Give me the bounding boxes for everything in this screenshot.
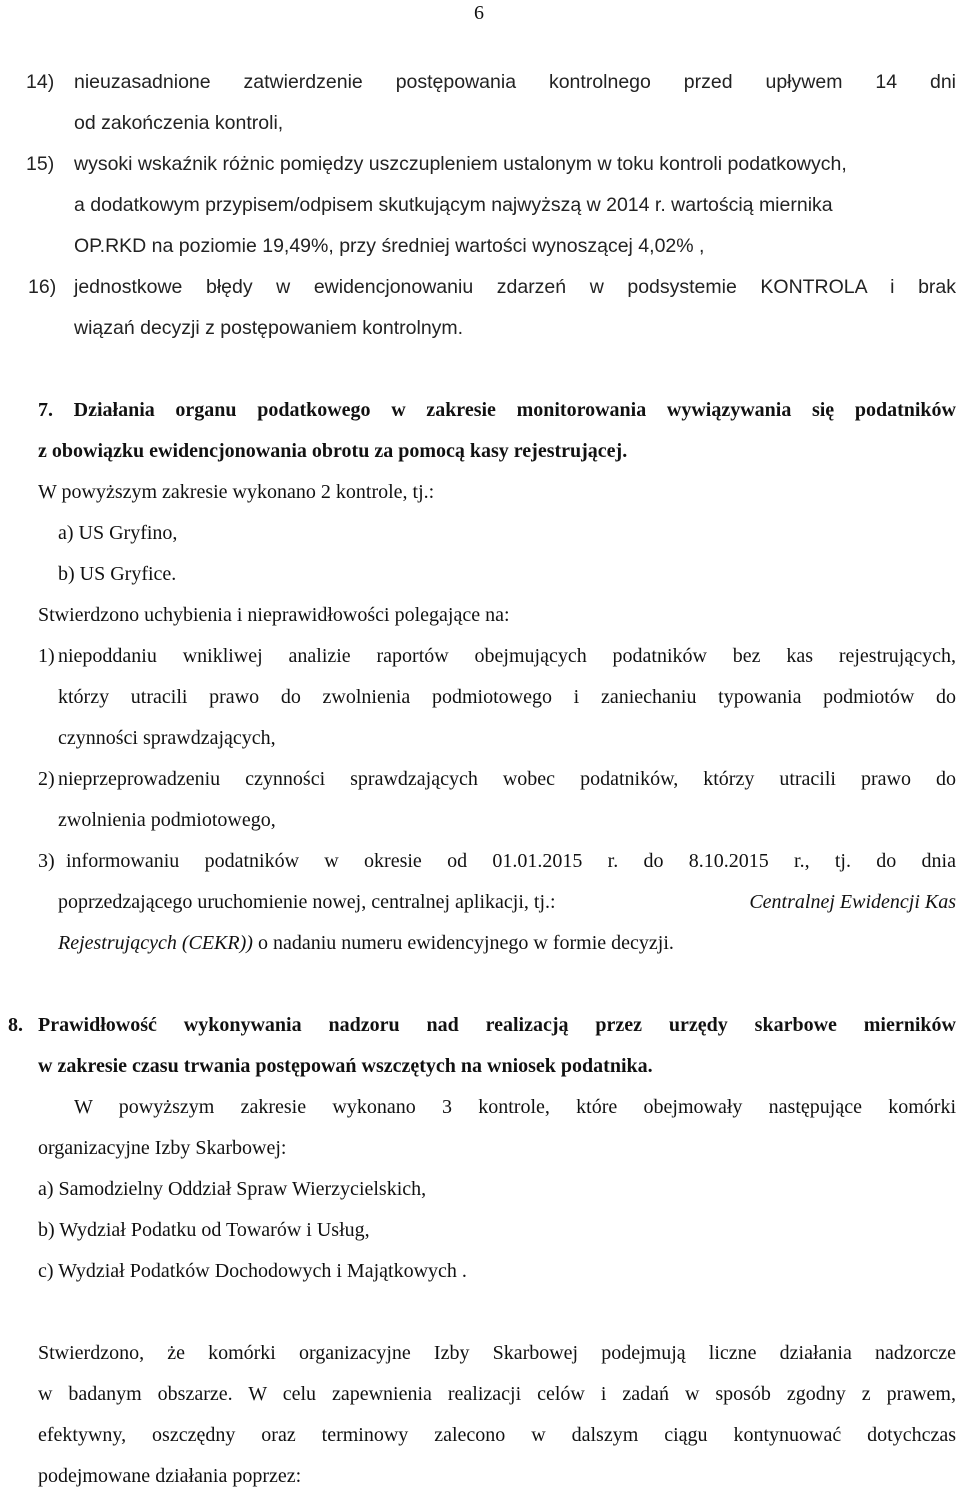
list-item-number: 1) <box>38 645 55 667</box>
paragraph-text: W powyższym zakresie wykonano 3 kontrole, które obejmowały następujące komórki <box>74 1096 956 1118</box>
list-item-text: a dodatkowym przypisem/odpisem skutkującym najwyższą w 2014 r. wartością miernika <box>74 194 833 216</box>
list-item: c) Wydział Podatków Dochodowych i Majątkowych . <box>38 1260 467 1282</box>
section-heading: Prawidłowość wykonywania nadzoru nad realizacją przez urzędy skarbowe mierników <box>38 1014 956 1036</box>
list-item: a) Samodzielny Oddział Spraw Wierzycielskich, <box>38 1178 427 1200</box>
paragraph-text: Stwierdzono, że komórki organizacyjne Izby Skarbowej podejmują liczne działania nadzorcze <box>38 1342 956 1364</box>
list-item-number: 16) <box>28 276 57 298</box>
page-number: 6 <box>474 2 484 24</box>
paragraph-text: W powyższym zakresie wykonano 2 kontrole, tj.: <box>38 481 435 503</box>
list-item: b) US Gryfice. <box>58 563 177 585</box>
list-item-text: nieprzeprowadzeniu czynności sprawdzających wobec podatników, którzy utracili prawo do <box>58 768 956 790</box>
text-run: poprzedzającego uruchomienie nowej, centralnej aplikacji, tj.: <box>58 891 556 913</box>
list-item-text <box>58 931 674 955</box>
list-item-text: od zakończenia kontroli, <box>74 112 284 134</box>
list-item: b) Wydział Podatku od Towarów i Usług, <box>38 1219 370 1241</box>
list-item-number: 14) <box>26 71 55 93</box>
list-item-text: nieuzasadnione zatwierdzenie postępowania kontrolnego przed upływem 14 dni <box>74 71 956 93</box>
list-item-text <box>58 890 956 914</box>
list-item-number: 2) <box>38 768 55 790</box>
section-heading: w zakresie czasu trwania postępowań wszczętych na wniosek podatnika. <box>38 1055 653 1077</box>
paragraph-text: Stwierdzono uchybienia i nieprawidłowości polegające na: <box>38 604 510 626</box>
list-item: a) US Gryfino, <box>58 522 178 544</box>
list-item-text: czynności sprawdzających, <box>58 727 276 749</box>
list-item-text: wysoki wskaźnik różnic pomiędzy uszczupleniem ustalonym w toku kontroli podatkowych, <box>74 153 847 175</box>
list-item-number: 15) <box>26 153 55 175</box>
list-item-text: niepoddaniu wnikliwej analizie raportów obejmujących podatników bez kas rejestrujących, <box>58 645 956 667</box>
section-heading: 7. Działania organu podatkowego w zakresie monitorowania wywiązywania się podatników <box>38 399 956 421</box>
list-item-text: wiązań decyzji z postępowaniem kontrolnym. <box>74 317 464 339</box>
list-item-number: 3) <box>38 850 55 872</box>
paragraph-text: podejmowane działania poprzez: <box>38 1465 302 1487</box>
section-heading: z obowiązku ewidencjonowania obrotu za pomocą kasy rejestrującej. <box>38 440 628 462</box>
list-item-text: którzy utracili prawo do zwolnienia podmiotowego i zaniechaniu typowania podmiotów do <box>58 686 956 708</box>
section-number: 8. <box>8 1014 23 1036</box>
paragraph-text: w badanym obszarze. W celu zapewnienia realizacji celów i zadań w sposób zgodny z prawem, <box>38 1383 956 1405</box>
list-item-text: jednostkowe błędy w ewidencjonowaniu zdarzeń w podsystemie KONTROLA i brak <box>74 276 956 298</box>
italic-text-run: Centralnej Ewidencji Kas <box>749 891 956 913</box>
paragraph-text: efektywny, oszczędny oraz terminowy zalecono w dalszym ciągu kontynuować dotychczas <box>38 1424 956 1446</box>
paragraph-text: organizacyjne Izby Skarbowej: <box>38 1137 287 1159</box>
text-run: o nadaniu numeru ewidencyjnego w formie decyzji. <box>252 932 674 954</box>
list-item-text: zwolnienia podmiotowego, <box>58 809 276 831</box>
list-item-text: OP.RKD na poziomie 19,49%, przy średniej wartości wynoszącej 4,02% , <box>74 235 705 257</box>
italic-text-run: Rejestrujących (CEKR)) <box>58 932 253 954</box>
list-item-text: informowaniu podatników w okresie od 01.01.2015 r. do 8.10.2015 r., tj. do dnia <box>66 850 956 872</box>
